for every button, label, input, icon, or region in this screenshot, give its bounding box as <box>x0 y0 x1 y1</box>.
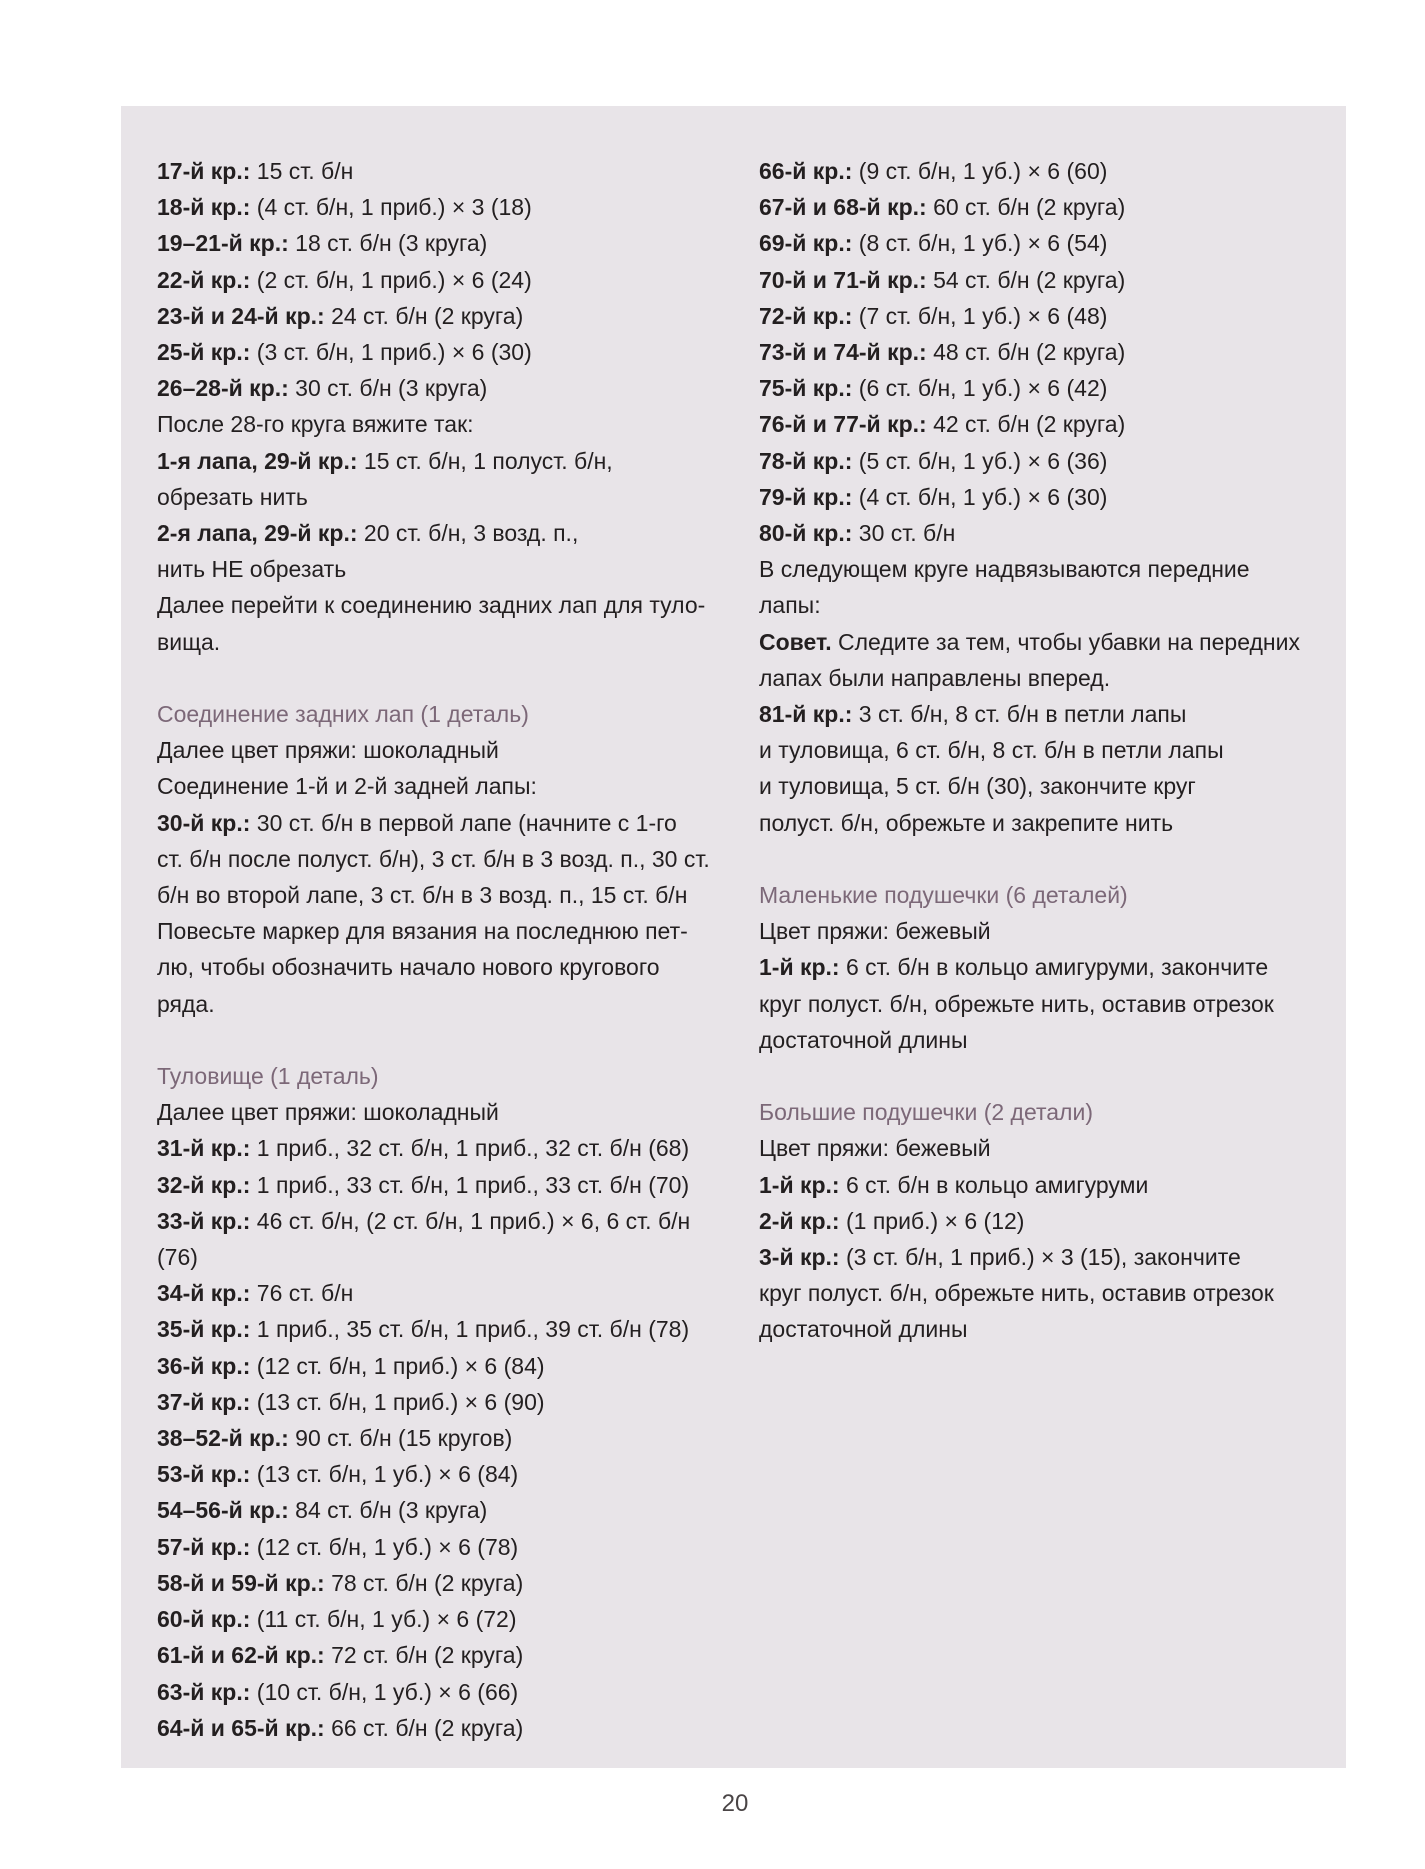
round-text: 15 ст. б/н, 1 полуст. б/н, <box>357 447 613 474</box>
round-text: 48 ст. б/н (2 круга) <box>926 339 1126 366</box>
round-text: (8 ст. б/н, 1 уб.) × 6 (54) <box>852 230 1108 257</box>
round-text: (4 ст. б/н, 1 уб.) × 6 (30) <box>852 483 1108 510</box>
round-text: (13 ст. б/н, 1 приб.) × 6 (90) <box>250 1388 545 1415</box>
round-label: 72-й кр.: <box>759 302 853 329</box>
text-line: После 28-го круга вяжите так: <box>157 411 474 438</box>
blank-line <box>759 1058 1319 1094</box>
text-line: круг полуст. б/н, обрежьте нить, оставив отрезок <box>759 1280 1274 1307</box>
blank-line <box>759 841 1319 877</box>
round-label: 54–56-й кр.: <box>157 1497 289 1524</box>
text-line: ряда. <box>157 990 215 1017</box>
instruction-row <box>157 1130 717 1166</box>
round-text: (4 ст. б/н, 1 приб.) × 3 (18) <box>250 194 532 221</box>
instruction-row <box>157 370 717 406</box>
round-label: 2-я лапа, 29-й кр.: <box>157 520 358 547</box>
round-label: 22-й кр.: <box>157 266 251 293</box>
instruction-row <box>157 1565 717 1601</box>
text-line: и туловища, 6 ст. б/н, 8 ст. б/н в петли лапы <box>759 737 1224 764</box>
round-text: (13 ст. б/н, 1 уб.) × 6 (84) <box>250 1461 519 1488</box>
round-text: 1 приб., 33 ст. б/н, 1 приб., 33 ст. б/н (70) <box>250 1171 690 1198</box>
round-label: 31-й кр.: <box>157 1135 251 1162</box>
round-text: 90 ст. б/н (15 кругов) <box>288 1425 513 1452</box>
text-line: ст. б/н после полуст. б/н), 3 ст. б/н в 3 возд. п., 30 ст. <box>157 845 710 872</box>
round-text: 6 ст. б/н в кольцо амигуруми <box>839 1171 1149 1198</box>
round-label: 69-й кр.: <box>759 230 853 257</box>
instruction-row <box>157 515 717 551</box>
round-text: (11 ст. б/н, 1 уб.) × 6 (72) <box>250 1606 517 1633</box>
section-heading: Соединение задних лап (1 деталь) <box>157 701 529 728</box>
instruction-row <box>157 1420 717 1456</box>
text-line: Повесьте маркер для вязания на последнюю пет- <box>157 918 688 945</box>
round-label: 75-й кр.: <box>759 375 853 402</box>
instruction-row <box>759 624 1319 660</box>
round-text: 20 ст. б/н, 3 возд. п., <box>357 520 579 547</box>
text-line: (76) <box>157 1244 198 1271</box>
round-label: 30-й кр.: <box>157 809 251 836</box>
round-text: (9 ст. б/н, 1 уб.) × 6 (60) <box>852 158 1108 184</box>
round-text: 84 ст. б/н (3 круга) <box>288 1497 488 1524</box>
round-text: (2 ст. б/н, 1 приб.) × 6 (24) <box>250 266 532 293</box>
round-label: 81-й кр.: <box>759 701 853 728</box>
text-line: Далее цвет пряжи: шоколадный <box>157 737 499 764</box>
instruction-row <box>157 334 717 370</box>
round-text: 24 ст. б/н (2 круга) <box>324 302 524 329</box>
section-heading: Большие подушечки (2 детали) <box>759 1099 1093 1126</box>
round-label: 61-й и 62-й кр.: <box>157 1642 325 1669</box>
blank-line <box>157 660 717 696</box>
round-label: 1-й кр.: <box>759 954 840 981</box>
text-line: Далее цвет пряжи: шоколадный <box>157 1099 499 1126</box>
round-label: 23-й и 24-й кр.: <box>157 302 325 329</box>
instruction-row <box>157 1637 717 1673</box>
text-line: полуст. б/н, обрежьте и закрепите нить <box>759 809 1174 836</box>
round-text: 6 ст. б/н в кольцо амигуруми, закончите <box>839 954 1269 981</box>
round-label: 80-й кр.: <box>759 520 853 547</box>
round-label: 33-й кр.: <box>157 1207 251 1234</box>
instruction-row <box>759 479 1319 515</box>
section-heading: Маленькие подушечки (6 деталей) <box>759 882 1128 909</box>
round-label: 32-й кр.: <box>157 1171 251 1198</box>
instruction-row <box>157 189 717 225</box>
round-label: 2-й кр.: <box>759 1207 840 1234</box>
round-text: 60 ст. б/н (2 круга) <box>926 194 1126 221</box>
round-label: 1-я лапа, 29-й кр.: <box>157 447 358 474</box>
instruction-row <box>759 189 1319 225</box>
instruction-row <box>157 1529 717 1565</box>
text-line: лю, чтобы обозначить начало нового кругового <box>157 954 660 981</box>
instruction-row <box>157 805 717 841</box>
left-column <box>157 153 717 1746</box>
round-label: 78-й кр.: <box>759 447 853 474</box>
instruction-row <box>157 1456 717 1492</box>
instruction-row <box>759 949 1319 985</box>
text-line: нить НЕ обрезать <box>157 556 347 583</box>
round-text: 18 ст. б/н (3 круга) <box>288 230 488 257</box>
instruction-row <box>157 1710 717 1746</box>
round-text: 30 ст. б/н (3 круга) <box>288 375 488 402</box>
instruction-row <box>759 1167 1319 1203</box>
instruction-row <box>759 443 1319 479</box>
instruction-row <box>157 1311 717 1347</box>
round-label: 79-й кр.: <box>759 483 853 510</box>
round-label: 17-й кр.: <box>157 158 251 184</box>
round-text: 3 ст. б/н, 8 ст. б/н в петли лапы <box>852 701 1187 728</box>
round-text: (3 ст. б/н, 1 приб.) × 3 (15), закончите <box>839 1244 1241 1271</box>
instruction-row <box>759 515 1319 551</box>
round-text: (5 ст. б/н, 1 уб.) × 6 (36) <box>852 447 1108 474</box>
instruction-row <box>157 1203 717 1239</box>
round-text: 42 ст. б/н (2 круга) <box>926 411 1126 438</box>
text-line: достаточной длины <box>759 1316 968 1343</box>
round-label: 3-й кр.: <box>759 1244 840 1271</box>
round-text: 30 ст. б/н <box>852 520 956 547</box>
round-label: 1-й кр.: <box>759 1171 840 1198</box>
instruction-row <box>759 696 1319 732</box>
round-text: 30 ст. б/н в первой лапе (начните с 1-го <box>250 809 677 836</box>
round-label: 18-й кр.: <box>157 194 251 221</box>
text-line: круг полуст. б/н, обрежьте нить, оставив отрезок <box>759 990 1274 1017</box>
round-text: 46 ст. б/н, (2 ст. б/н, 1 приб.) × 6, 6 ст. б/н <box>250 1207 691 1234</box>
round-text: (12 ст. б/н, 1 уб.) × 6 (78) <box>250 1533 519 1560</box>
round-label: 70-й и 71-й кр.: <box>759 266 927 293</box>
round-label: 57-й кр.: <box>157 1533 251 1560</box>
instruction-row <box>157 1492 717 1528</box>
instruction-row <box>157 262 717 298</box>
text-line: достаточной длины <box>759 1026 968 1053</box>
round-label: 34-й кр.: <box>157 1280 251 1307</box>
text-line: вища. <box>157 628 221 655</box>
text-line: и туловища, 5 ст. б/н (30), закончите круг <box>759 773 1196 800</box>
instruction-row <box>759 370 1319 406</box>
instruction-row <box>157 1674 717 1710</box>
instruction-row <box>759 225 1319 261</box>
round-label: 76-й и 77-й кр.: <box>759 411 927 438</box>
instruction-row <box>157 153 717 189</box>
instruction-row <box>157 1348 717 1384</box>
round-text: 54 ст. б/н (2 круга) <box>926 266 1126 293</box>
round-label: 35-й кр.: <box>157 1316 251 1343</box>
round-text: (3 ст. б/н, 1 приб.) × 6 (30) <box>250 339 532 366</box>
round-label: 37-й кр.: <box>157 1388 251 1415</box>
instruction-row <box>157 1601 717 1637</box>
round-text: 76 ст. б/н <box>250 1280 354 1307</box>
instruction-row <box>759 1203 1319 1239</box>
round-text: 72 ст. б/н (2 круга) <box>324 1642 524 1669</box>
round-label: 36-й кр.: <box>157 1352 251 1379</box>
text-line: лапы: <box>759 592 821 619</box>
round-text: 1 приб., 32 ст. б/н, 1 приб., 32 ст. б/н (68) <box>250 1135 690 1162</box>
instruction-row <box>759 298 1319 334</box>
round-text: 1 приб., 35 ст. б/н, 1 приб., 39 ст. б/н (78) <box>250 1316 690 1343</box>
text-line: В следующем круге надвязываются передние <box>759 556 1250 583</box>
round-text: (10 ст. б/н, 1 уб.) × 6 (66) <box>250 1678 519 1705</box>
round-label: 67-й и 68-й кр.: <box>759 194 927 221</box>
round-text: (1 приб.) × 6 (12) <box>839 1207 1025 1234</box>
round-text: (6 ст. б/н, 1 уб.) × 6 (42) <box>852 375 1108 402</box>
text-line: лапах были направлены вперед. <box>759 664 1111 691</box>
instruction-row <box>759 334 1319 370</box>
instruction-row <box>157 1167 717 1203</box>
instruction-row <box>759 153 1319 189</box>
round-label: 73-й и 74-й кр.: <box>759 339 927 366</box>
instruction-row <box>157 298 717 334</box>
round-text: (12 ст. б/н, 1 приб.) × 6 (84) <box>250 1352 545 1379</box>
round-label: 66-й кр.: <box>759 158 853 184</box>
instruction-row <box>157 1275 717 1311</box>
round-text: 66 ст. б/н (2 круга) <box>324 1714 524 1741</box>
instruction-row <box>759 262 1319 298</box>
round-label: 38–52-й кр.: <box>157 1425 289 1452</box>
text-line: Цвет пряжи: бежевый <box>759 1135 991 1162</box>
page-number: 20 <box>721 1790 749 1817</box>
round-label: 64-й и 65-й кр.: <box>157 1714 325 1741</box>
text-line: б/н во второй лапе, 3 ст. б/н в 3 возд. п., 15 ст. б/н <box>157 882 688 909</box>
instruction-row <box>759 1239 1319 1275</box>
round-text: 15 ст. б/н <box>250 158 354 184</box>
round-label: 58-й и 59-й кр.: <box>157 1569 325 1596</box>
round-label: 53-й кр.: <box>157 1461 251 1488</box>
instruction-row <box>157 443 717 479</box>
text-line: Далее перейти к соединению задних лап для туло- <box>157 592 706 619</box>
text-line: Соединение 1-й и 2-й задней лапы: <box>157 773 537 800</box>
round-label: 60-й кр.: <box>157 1606 251 1633</box>
round-text: 78 ст. б/н (2 круга) <box>324 1569 524 1596</box>
round-text: (7 ст. б/н, 1 уб.) × 6 (48) <box>852 302 1108 329</box>
round-label: 25-й кр.: <box>157 339 251 366</box>
instruction-row <box>157 225 717 261</box>
blank-line <box>157 1022 717 1058</box>
text-line: обрезать нить <box>157 483 308 510</box>
round-label: 63-й кр.: <box>157 1678 251 1705</box>
right-column <box>759 153 1319 1348</box>
instruction-row <box>759 406 1319 442</box>
text-line: Цвет пряжи: бежевый <box>759 918 991 945</box>
round-label: 26–28-й кр.: <box>157 375 289 402</box>
round-label: Совет. <box>759 628 832 655</box>
round-text: Следите за тем, чтобы убавки на передних <box>831 628 1300 655</box>
section-heading: Туловище (1 деталь) <box>157 1063 379 1090</box>
instruction-row <box>157 1384 717 1420</box>
round-label: 19–21-й кр.: <box>157 230 289 257</box>
